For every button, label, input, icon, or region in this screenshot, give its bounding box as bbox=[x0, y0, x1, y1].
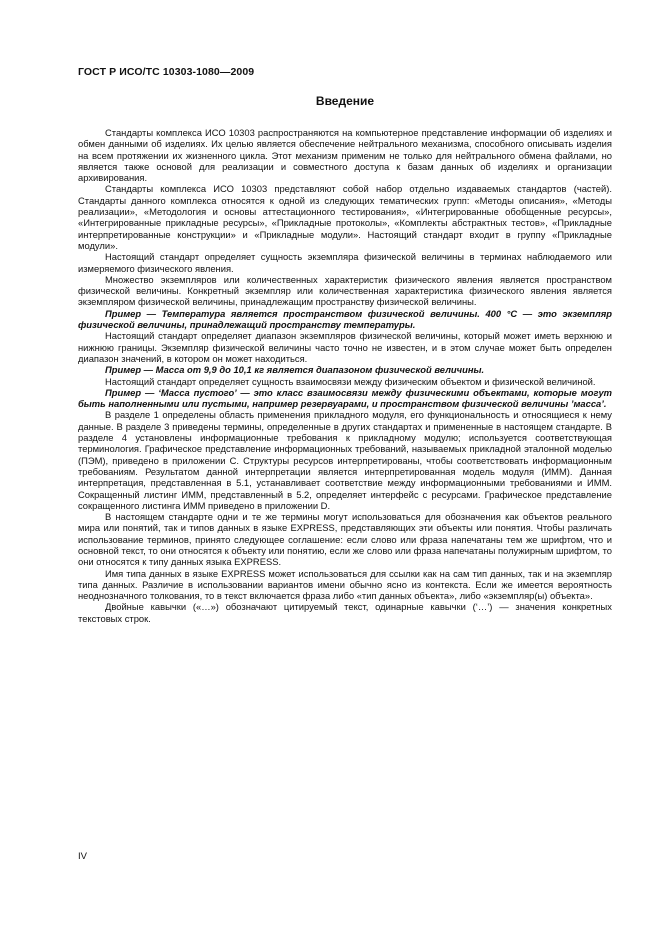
paragraph: Множество экземпляров или количественных характеристик физического явления является пространством физической величины. Конкретный экземпляр или количественная характеристика физического явления является экземпляром физической величины, принадлежащим пространству физической величины. bbox=[78, 273, 612, 308]
paragraph: Двойные кавычки («…») обозначают цитируемый текст, одинарные кавычки (‘…’) — значения конкретных текстовых строк. bbox=[78, 601, 612, 624]
paragraph: Имя типа данных в языке EXPRESS может использоваться для ссылки как на сам тип данных, так и на экземпляр типа данных. Различие в использовании вариантов имени обычно ясно из контекста. Если же имеется вероятность неоднозначного толкования, то в текст включается фраза либо «тип данных объекта», либо «экземпляр(ы) объекта». bbox=[78, 567, 612, 602]
paragraph: В настоящем стандарте одни и те же термины могут использоваться для обозначения как объектов реального мира или понятий, так и типов данных в языке EXPRESS, представляющих эти объекты или понятия. Чтобы различать использование терминов, принято следующее соглашение: если слово или фраза напечатаны тем же шрифтом, что и основной текст, то они относятся к объекту или понятию, если же слово или фраза напечатаны полужирным шрифтом, то они относятся к типу данных языка EXPRESS. bbox=[78, 511, 612, 568]
paragraph: Стандарты комплекса ИСО 10303 представляют собой набор отдельно издаваемых стандартов (частей). Стандарты данного комплекса относятся к одной из следующих тематических групп: «Методы описания», «Методы реализации», «Методология и основы аттестационного тестирования», «Интегрированные обобщенные ресурсы», «Интегрированные прикладные ресурсы», «Прикладные протоколы», «Комплекты абстрактных тестов», «Прикладные интерпретированные конструкции» и «Прикладные модули». Настоящий стандарт входит в группу «Прикладные модули». bbox=[78, 183, 612, 251]
paragraph: Настоящий стандарт определяет сущность взаимосвязи между физическим объектом и физической величиной. bbox=[105, 375, 596, 387]
body-text bbox=[78, 127, 612, 624]
example-paragraph: Пример — Температура является пространством физической величины. 400 °С — это экземпляр физической величины, принадлежащий пространству температуры. bbox=[78, 307, 612, 331]
paragraph: Стандарты комплекса ИСО 10303 распространяются на компьютерное представление информации об изделиях и обмен данными об изделиях. Их целью является обеспечение нейтрального механизма, способного описывать изделия на всем протяжении их жизненного цикла. Этот механизм применим не только для нейтрального обмена файлами, но является также основой для реализации и совместного доступа к базам данных об изделиях и организации архивирования. bbox=[78, 127, 612, 184]
section-title: Введение bbox=[315, 94, 375, 108]
paragraph: В разделе 1 определены область применения прикладного модуля, его функциональность и относящиеся к нему данные. В разделе 3 приведены термины, определенные в других стандартах и примененные в настоящем стандарте. В разделе 4 установлены информационные требования к прикладному модулю; используется соответствующая терминология. Графическое представление информационных требований, называемых прикладной эталонной моделью (ПЭМ), приведено в приложении С. Структуры ресурсов интерпретированы, чтобы соответствовать информационным требованиям. Результатом данной интерпретации является интерпретированная модель модуля (ИММ). Данная интерпретация, представленная в 5.1, устанавливает соответствие между информационными требованиями и ИММ. Сокращенный листинг ИММ, представленный в 5.2, определяет интерфейс с ресурсами. Графическое представление сокращенного листинга ИММ приведено в приложении D. bbox=[78, 409, 612, 511]
page-number: IV bbox=[78, 851, 87, 862]
document-code: ГОСТ Р ИСО/ТС 10303-1080—2009 bbox=[78, 66, 255, 78]
paragraph: Настоящий стандарт определяет диапазон экземпляров физической величины, который может иметь верхнюю и нижнюю границы. Экземпляр физической величины часто точно не известен, и в этом случае может быть определен диапазон значений, в котором он может находиться. bbox=[78, 330, 612, 364]
paragraph: Настоящий стандарт определяет сущность экземпляра физической величины в терминах наблюдаемого или измеряемого физического явления. bbox=[78, 251, 612, 274]
example-paragraph: Пример — ‘Масса пустого’ — это класс взаимосвязи между физическими объектами, которые могут быть наполненными или пустыми, например резервуарами, и пространством физической величины ’масса’. bbox=[78, 386, 612, 410]
example-paragraph: Пример — Масса от 9,9 до 10,1 кг является диапазоном физической величины. bbox=[105, 364, 485, 376]
